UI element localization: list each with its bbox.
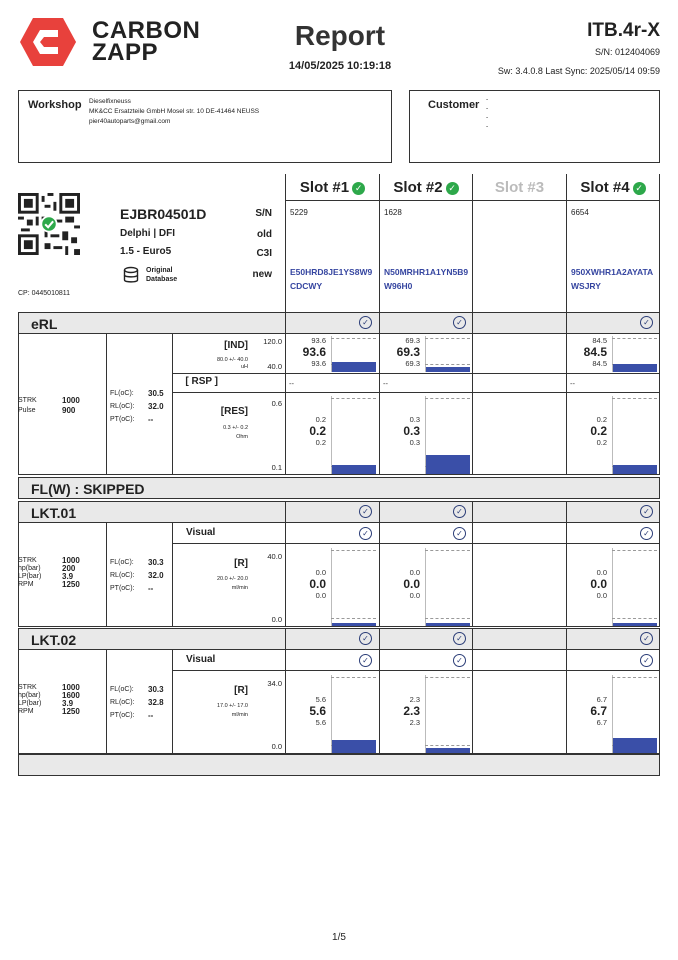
slot-1-header: Slot #1 ✓: [286, 179, 379, 197]
lkt02-slot-4-check-icon: ✓: [640, 632, 653, 645]
erl-slot-4-ind-main: 84.5: [583, 345, 607, 359]
erl-slot-4-res-main: 0.2: [590, 424, 607, 438]
lkt02-slot-1-visual-check-icon: ✓: [359, 654, 372, 667]
page-number: 1/5: [332, 932, 346, 943]
lkt01-r-max: 40.0: [267, 552, 282, 561]
lkt01-slot-4-r-top: 0.0: [596, 568, 607, 577]
carbon-zapp-logo-icon: [18, 16, 78, 68]
erl-slot-1-res-bottom: 0.2: [315, 438, 326, 447]
ind-spec: 80.0 +/- 40.0 uH: [216, 357, 248, 370]
section-title: FL(W) : SKIPPED: [31, 481, 145, 497]
erl-slot-4-res-chart-axis: [612, 396, 613, 474]
customer-box: [409, 90, 660, 163]
erl-temp-values: 30.5 32.0 --: [148, 389, 164, 424]
lkt02-col-divider: [106, 650, 107, 754]
ind-max: 120.0: [263, 337, 282, 346]
section-title: LKT.02: [31, 632, 77, 648]
erl-slot-1-ind-chart-bar: [332, 362, 376, 372]
lkt01-slot-1-r-chart-lower-limit: [331, 618, 376, 619]
slot-3-header: Slot #3: [494, 179, 545, 196]
slot-4-header: Slot #4 ✓: [567, 179, 659, 197]
lkt02-r-label: [R]: [234, 685, 248, 696]
section-title: eRL: [31, 316, 58, 332]
lkt01-slot-4-r-main: 0.0: [590, 577, 607, 591]
slot-4-serial: 6654: [571, 208, 589, 217]
erl-slot-4-res-chart-bar: [613, 465, 657, 474]
lkt01-temp-values: 30.3 32.0 --: [148, 558, 164, 593]
lkt01-slot-2-r-chart-axis: [425, 548, 426, 626]
lkt02-r-spec: 17.0 +/- 17.0 ml/min: [216, 703, 248, 718]
col-divider: [106, 334, 107, 475]
lkt02-slot-2-r-bottom: 2.3: [409, 718, 420, 727]
flw-section-header: [18, 477, 660, 499]
lkt02-slot-1-r-main: 5.6: [309, 704, 326, 718]
erl-slot-2-res-main: 0.3: [403, 424, 420, 438]
lkt02-slot-1-r-bottom: 5.6: [315, 718, 326, 727]
lkt01-slot-divider: [566, 501, 567, 627]
erl-strk-labels: STRK Pulse: [18, 397, 37, 414]
lkt01-slot-2-check-icon: ✓: [453, 505, 466, 518]
lkt02-temp-labels: FL(oC): RL(oC): PT(oC):: [110, 686, 135, 719]
lkt02-slot-1-r-chart-bar: [332, 740, 376, 753]
lkt01-slot-1-r-main: 0.0: [309, 577, 326, 591]
erl-slot-4-res-top: 0.2: [596, 415, 607, 424]
res-min: 0.1: [271, 463, 282, 472]
lkt02-slot-2-visual-check-icon: ✓: [453, 654, 466, 667]
slot-header-line: [285, 200, 660, 201]
erl-slot-1-ind-top: 93.6: [311, 336, 326, 345]
slot-divider: [472, 312, 473, 475]
lkt02-slot-divider: [379, 628, 380, 754]
lkt01-slot-divider: [285, 501, 286, 627]
c3i-row-label: C3I: [256, 248, 272, 259]
check-icon: ✓: [352, 182, 365, 195]
erl-slot-2-res-chart-bar: [426, 455, 470, 474]
lkt02-slot-4-r-top: 6.7: [596, 695, 607, 704]
lkt02-slot-2-r-top: 2.3: [409, 695, 420, 704]
lkt02-slot-4-r-bottom: 6.7: [596, 718, 607, 727]
erl-slot-2-ind-bottom: 69.3: [405, 359, 420, 368]
lkt01-slot-2-r-main: 0.0: [403, 577, 420, 591]
lkt01-slot-divider: [379, 501, 380, 627]
res-max: 0.6: [271, 399, 282, 408]
lkt02-r-max: 34.0: [267, 679, 282, 688]
sn-row-label: S/N: [255, 208, 272, 219]
lkt02-slot-2-r-main: 2.3: [403, 704, 420, 718]
erl-slot-4-rsp: --: [570, 379, 575, 388]
lkt02-slot-2-r-chart-axis: [425, 675, 426, 753]
lkt02-slot-2-r-chart-bar: [426, 748, 470, 753]
res-spec: 0.3 +/- 0.2 Ohm: [223, 425, 248, 440]
check-icon: ✓: [446, 182, 459, 195]
erl-slot-1-ind-bottom: 93.6: [311, 359, 326, 368]
customer-label: Customer: [428, 99, 480, 111]
section-title: LKT.01: [31, 505, 77, 521]
lkt02-section-header: [18, 628, 660, 650]
lkt01-slot-4-r-chart-upper-limit: [612, 550, 657, 551]
lkt01-slot-1-r-chart-axis: [331, 548, 332, 626]
lkt01-r-spec: 20.0 +/- 20.0 ml/min: [216, 576, 248, 591]
lkt02-slot-divider: [472, 628, 473, 754]
erl-slot-1-ind-main: 93.6: [302, 345, 326, 359]
erl-strk-values: 1000 900: [62, 396, 80, 415]
erl-slot-1-ind-chart-upper-limit: [331, 338, 376, 339]
slot-2-code: N50MRHR1A1YN5B9 W96H0: [384, 267, 469, 291]
lkt02-slot-4-r-chart-bar: [613, 738, 657, 753]
erl-slot-4-ind-chart-upper-limit: [612, 338, 657, 339]
erl-slot-1-res-main: 0.2: [309, 424, 326, 438]
erl-slot-2-res-top: 0.3: [409, 415, 420, 424]
workshop-box: [18, 90, 392, 163]
lkt01-slot-1-r-bottom: 0.0: [315, 591, 326, 600]
row-line: [172, 392, 660, 393]
lkt01-r-label: [R]: [234, 558, 248, 569]
qr-code-icon: [18, 193, 80, 255]
lkt01-slot-4-r-bottom: 0.0: [596, 591, 607, 600]
erl-slot-1-res-chart-upper-limit: [331, 398, 376, 399]
database-label: Original Database: [146, 267, 178, 283]
lkt02-col-divider: [172, 650, 173, 754]
device-model: ITB.4r-X: [587, 20, 660, 41]
lkt02-slot-divider: [566, 628, 567, 754]
injector-brand: Delphi | DFI: [120, 228, 176, 239]
lkt01-slot-2-r-chart-upper-limit: [425, 550, 470, 551]
lkt01-col-divider: [106, 523, 107, 627]
lkt01-slot-1-r-top: 0.0: [315, 568, 326, 577]
cp-number: CP: 0445010811: [18, 290, 71, 297]
lkt02-r-min: 0.0: [271, 742, 282, 751]
lkt02-slot-2-r-chart-upper-limit: [425, 677, 470, 678]
erl-slot-4-ind-top: 84.5: [592, 336, 607, 345]
old-row-label: old: [257, 229, 272, 240]
erl-slot-2-rsp: --: [383, 379, 388, 388]
ind-min: 40.0: [267, 362, 282, 371]
erl-slot-2-ind-top: 69.3: [405, 336, 420, 345]
col-divider: [172, 334, 173, 475]
lkt01-slot-4-visual-check-icon: ✓: [640, 527, 653, 540]
erl-slot-1-rsp: --: [289, 379, 294, 388]
lkt02-param-values: 1000 1600 3.9 1250: [62, 683, 80, 716]
rsp-label: [ RSP ]: [185, 376, 218, 387]
erl-slot-4-ind-chart-bar: [613, 364, 657, 372]
lkt01-slot-1-check-icon: ✓: [359, 505, 372, 518]
slot-1-serial: 5229: [290, 208, 308, 217]
ind-label: [IND]: [224, 340, 248, 351]
erl-slot-2-check-icon: ✓: [453, 316, 466, 329]
lkt01-visual-row-line: [172, 543, 660, 544]
lkt01-slot-4-r-chart-lower-limit: [612, 618, 657, 619]
lkt02-slot-2-check-icon: ✓: [453, 632, 466, 645]
lkt02-slot-1-r-chart-upper-limit: [331, 677, 376, 678]
res-label: [RES]: [220, 406, 248, 417]
injector-code: EJBR04501D: [120, 206, 207, 222]
erl-slot-1-check-icon: ✓: [359, 316, 372, 329]
erl-slot-2-res-chart-upper-limit: [425, 398, 470, 399]
lkt02-visual-label: Visual: [186, 654, 216, 665]
software-version: Sw: 3.4.0.8 Last Sync: 2025/05/14 09:59: [497, 66, 660, 76]
erl-slot-2-ind-chart-upper-limit: [425, 338, 470, 339]
lkt01-slot-2-r-top: 0.0: [409, 568, 420, 577]
erl-slot-4-check-icon: ✓: [640, 316, 653, 329]
check-icon: ✓: [633, 182, 646, 195]
lkt01-slot-2-visual-check-icon: ✓: [453, 527, 466, 540]
lkt01-slot-4-check-icon: ✓: [640, 505, 653, 518]
lkt02-slot-1-check-icon: ✓: [359, 632, 372, 645]
erl-slot-1-res-chart-axis: [331, 396, 332, 474]
lkt01-r-min: 0.0: [271, 615, 282, 624]
slot-2-header: Slot #2 ✓: [380, 179, 472, 197]
erl-slot-4-ind-bottom: 84.5: [592, 359, 607, 368]
report-datetime: 14/05/2025 10:19:18: [288, 60, 392, 72]
lkt02-visual-row-line: [172, 670, 660, 671]
row-line: [172, 373, 660, 374]
lkt01-slot-2-r-bottom: 0.0: [409, 591, 420, 600]
slot-1-code: E50HRD8JE1YS8W9 CDCWY: [290, 267, 373, 291]
lkt01-temp-labels: FL(oC): RL(oC): PT(oC):: [110, 559, 135, 592]
lkt02-slot-4-visual-check-icon: ✓: [640, 654, 653, 667]
erl-slot-4-res-bottom: 0.2: [596, 438, 607, 447]
injector-spec: 1.5 - Euro5: [120, 246, 172, 257]
lkt01-slot-2-r-chart-bar: [426, 623, 470, 626]
footer-bar: [18, 754, 660, 776]
erl-slot-2-ind-chart-lower-limit: [425, 364, 470, 365]
erl-slot-2-res-bottom: 0.3: [409, 438, 420, 447]
erl-slot-1-res-chart-bar: [332, 465, 376, 474]
lkt01-param-values: 1000 200 3.9 1250: [62, 556, 80, 589]
brand-name: CARBON ZAPP: [92, 17, 201, 66]
lkt01-slot-2-r-chart-lower-limit: [425, 618, 470, 619]
slot-2-serial: 1628: [384, 208, 402, 217]
database-icon: [122, 266, 140, 284]
lkt02-param-labels: STRK hp(bar) LP(bar) RPM: [18, 684, 42, 715]
lkt02-slot-4-r-main: 6.7: [590, 704, 607, 718]
erl-slot-1-res-top: 0.2: [315, 415, 326, 424]
device-serial: S/N: 012404069: [594, 47, 660, 57]
lkt01-slot-1-visual-check-icon: ✓: [359, 527, 372, 540]
lkt01-slot-divider: [472, 501, 473, 627]
slot-divider: [659, 174, 660, 312]
workshop-details: Dieselfixneuss MK&CC Ersatzteile GmbH Mosel str. 10 DE-41464 NEUSS pier40autoparts@gmail.com: [89, 98, 260, 125]
lkt01-slot-4-r-chart-axis: [612, 548, 613, 626]
erl-slot-4-res-chart-upper-limit: [612, 398, 657, 399]
lkt01-col-divider: [172, 523, 173, 627]
new-row-label: new: [252, 269, 272, 280]
erl-slot-2-ind-chart-bar: [426, 367, 470, 372]
lkt02-slot-2-r-chart-lower-limit: [425, 745, 470, 746]
lkt02-temp-values: 30.3 32.8 --: [148, 685, 164, 720]
report-title: Report: [294, 20, 386, 51]
erl-slot-2-ind-main: 69.3: [396, 345, 420, 359]
lkt02-slot-1-r-top: 5.6: [315, 695, 326, 704]
workshop-label: Workshop: [28, 99, 82, 111]
customer-details: - - - -: [486, 96, 489, 130]
lkt01-param-labels: STRK hp(bar) LP(bar) RPM: [18, 557, 42, 588]
lkt02-slot-divider: [285, 628, 286, 754]
lkt01-visual-label: Visual: [186, 527, 216, 538]
slot-4-code: 950XWHR1A2AYATA WSJRY: [571, 267, 654, 291]
lkt01-section-header: [18, 501, 660, 523]
lkt01-slot-1-r-chart-upper-limit: [331, 550, 376, 551]
erl-section-header: [18, 312, 660, 334]
erl-temp-labels: FL(oC): RL(oC): PT(oC):: [110, 390, 135, 423]
lkt01-slot-1-r-chart-bar: [332, 623, 376, 626]
lkt02-slot-4-r-chart-upper-limit: [612, 677, 657, 678]
lkt01-slot-4-r-chart-bar: [613, 623, 657, 626]
